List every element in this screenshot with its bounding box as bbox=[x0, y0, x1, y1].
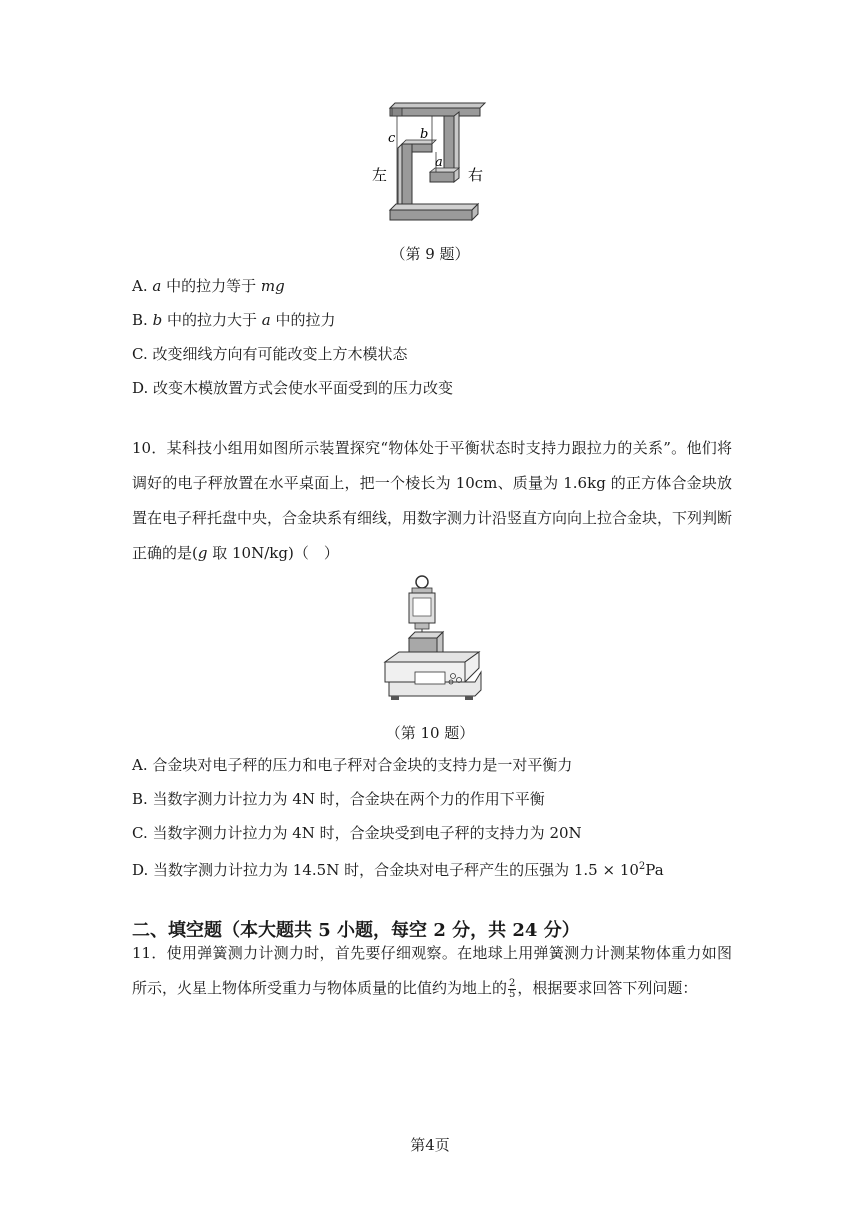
q9-label-right: 右 bbox=[468, 166, 484, 184]
q10-option-c: C. 当数字测力计拉力为 4N 时，合金块受到电子秤的支持力为 20N bbox=[132, 824, 582, 842]
page-number: 第4页 bbox=[410, 1136, 450, 1154]
q10-stem: 10．某科技小组用如图所示装置探究“物体处于平衡状态时支持力跟拉力的关系”。他们将调好的电子秤放置在水平桌面上，把一个棱长为 10cm、质量为 1.6kg 的正方体合金块放置在电子秤托盘中央，合金块系有细线，用数字测力计沿竖直方向向上拉合金块，下列判断正确的是(g 取 10N/kg)（ ） bbox=[132, 439, 733, 562]
q9-label-left: 左 bbox=[372, 166, 388, 184]
q11-stem: 11．使用弹簧测力计测力时，首先要仔细观察。在地球上用弹簧测力计测某物体重力如图所示，火星上物体所受重力与物体质量的比值约为地上的 $\frac{2}{5}$ ，根据要求回答下列问题： bbox=[132, 944, 732, 1000]
q10-option-d: D. 当数字测力计拉力为 14.5N 时，合金块对电子秤产生的压强为 $1.5 \times 10^2Pa$ bbox=[132, 861, 664, 879]
q10-option-a: A. 合金块对电子秤的压力和电子秤对合金块的支持力是一对平衡力 bbox=[132, 756, 573, 774]
q10-caption: （第 10 题） bbox=[385, 724, 475, 742]
q9-option-a: A. a 中的拉力等于 mg bbox=[132, 277, 285, 295]
q9-figure bbox=[360, 100, 500, 230]
q9-label-c: c bbox=[388, 131, 396, 146]
q10-option-b: B. 当数字测力计拉力为 4N 时，合金块在两个力的作用下平衡 bbox=[132, 790, 545, 808]
q9-label-a: a bbox=[435, 155, 443, 170]
q10-figure bbox=[375, 572, 490, 712]
q9-option-b: B. b 中的拉力大于 a 中的拉力 bbox=[132, 311, 336, 329]
q9-caption: （第 9 题） bbox=[390, 245, 470, 263]
q9-label-b: b bbox=[420, 127, 429, 142]
section-2-title: 二、填空题（本大题共 5 小题，每空 2 分，共 24 分） bbox=[132, 920, 580, 941]
q11-fraction: $\frac{2}{5}$ bbox=[509, 977, 516, 1000]
q9-option-c: C. 改变细线方向有可能改变上方木模状态 bbox=[132, 345, 408, 363]
q9-option-d: D. 改变木模放置方式会使水平面受到的压力改变 bbox=[132, 379, 454, 397]
